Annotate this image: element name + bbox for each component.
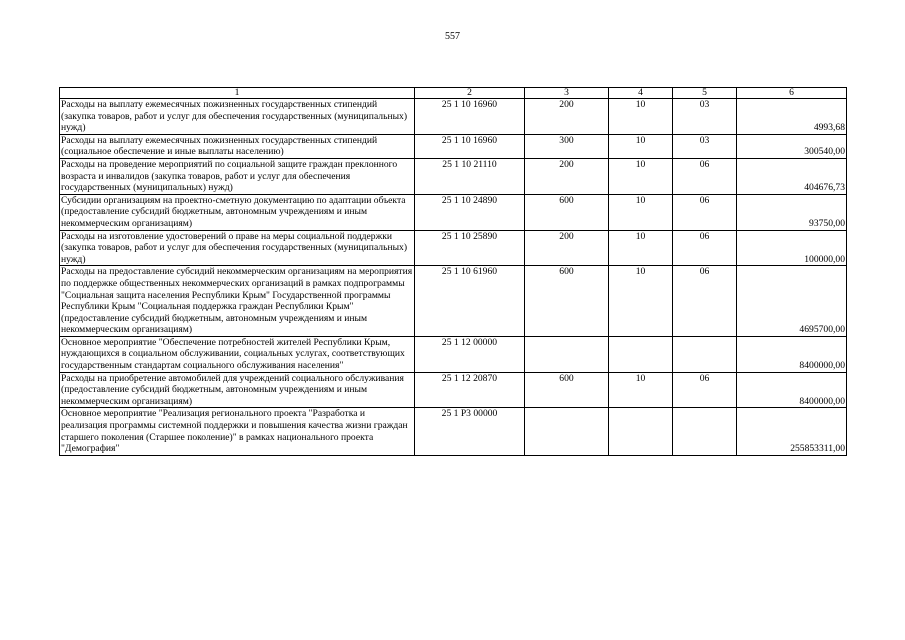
row-section: 10 — [609, 99, 673, 135]
row-subsection: 06 — [673, 266, 737, 337]
table-row — [60, 158, 847, 194]
row-description: Расходы на предоставление субсидий некоммерческим организациям на мероприятия по поддержке общественных некоммерческих организаций в рамках подпрограммы "Социальная защита населения Республики Крым" Государственной программы Республики Крым "Социальная поддержка граждан Республики Крым" (предоставление субсидий бюджетным, автономным учреждениям и иным некоммерческим организациям) — [60, 266, 415, 337]
page-number: 557 — [445, 31, 460, 42]
row-description: Субсидии организациям на проектно-сметную документацию по адаптации объекта (предоставление субсидий бюджетным, автономным учреждениям и иным некоммерческим организациям) — [60, 194, 415, 230]
row-subsection — [673, 336, 737, 372]
table-row — [60, 266, 847, 337]
row-type: 200 — [525, 158, 609, 194]
row-description: Расходы на выплату ежемесячных пожизненных государственных стипендий (социальное обеспечение и иные выплаты населению) — [60, 134, 415, 158]
row-section: 10 — [609, 230, 673, 266]
table-row — [60, 336, 847, 372]
row-type: 200 — [525, 230, 609, 266]
row-description: Основное мероприятие "Обеспечение потребностей жителей Республики Крым, нуждающихся в социальном обслуживании, социальных услугах, соответствующих государственным стандартам социального обслуживания населения" — [60, 336, 415, 372]
row-section: 10 — [609, 158, 673, 194]
header-col-5: 5 — [673, 88, 737, 99]
row-description: Расходы на приобретение автомобилей для учреждений социального обслуживания (предоставление субсидий бюджетным, автономным учреждениям и иным некоммерческим организациям) — [60, 372, 415, 408]
row-code: 25 1 10 25890 — [415, 230, 525, 266]
header-col-6: 6 — [737, 88, 847, 99]
row-code: 25 1 10 16960 — [415, 99, 525, 135]
row-code: 25 1 10 24890 — [415, 194, 525, 230]
row-amount: 255853311,00 — [737, 408, 847, 455]
table-header-row — [60, 88, 847, 99]
row-section: 10 — [609, 194, 673, 230]
row-code: 25 1 10 16960 — [415, 134, 525, 158]
table-row — [60, 194, 847, 230]
row-type — [525, 336, 609, 372]
row-amount: 100000,00 — [737, 230, 847, 266]
row-amount: 93750,00 — [737, 194, 847, 230]
row-subsection: 06 — [673, 230, 737, 266]
row-section — [609, 336, 673, 372]
header-col-1: 1 — [60, 88, 415, 99]
row-amount: 4695700,00 — [737, 266, 847, 337]
row-section — [609, 408, 673, 455]
row-subsection: 06 — [673, 194, 737, 230]
row-amount: 404676,73 — [737, 158, 847, 194]
row-subsection: 03 — [673, 134, 737, 158]
row-section: 10 — [609, 372, 673, 408]
row-amount: 4993,68 — [737, 99, 847, 135]
row-amount: 8400000,00 — [737, 372, 847, 408]
row-amount: 8400000,00 — [737, 336, 847, 372]
row-type: 600 — [525, 372, 609, 408]
row-section: 10 — [609, 266, 673, 337]
table-row — [60, 372, 847, 408]
budget-table — [59, 87, 847, 456]
table-row — [60, 230, 847, 266]
row-subsection: 06 — [673, 372, 737, 408]
row-subsection — [673, 408, 737, 455]
row-code: 25 1 12 20870 — [415, 372, 525, 408]
row-code: 25 1 P3 00000 — [415, 408, 525, 455]
row-description: Расходы на выплату ежемесячных пожизненных государственных стипендий (закупка товаров, работ и услуг для обеспечения государственных (муниципальных) нужд) — [60, 99, 415, 135]
header-col-4: 4 — [609, 88, 673, 99]
row-description: Расходы на проведение мероприятий по социальной защите граждан преклонного возраста и инвалидов (закупка товаров, работ и услуг для обеспечения государственных (муниципальных) нужд) — [60, 158, 415, 194]
table-row — [60, 134, 847, 158]
row-amount: 300540,00 — [737, 134, 847, 158]
row-description: Расходы на изготовление удостоверений о праве на меры социальной поддержки (закупка товаров, работ и услуг для обеспечения государственных (муниципальных) нужд) — [60, 230, 415, 266]
row-subsection: 03 — [673, 99, 737, 135]
row-type — [525, 408, 609, 455]
header-col-3: 3 — [525, 88, 609, 99]
row-code: 25 1 12 00000 — [415, 336, 525, 372]
table-row — [60, 99, 847, 135]
row-subsection: 06 — [673, 158, 737, 194]
row-section: 10 — [609, 134, 673, 158]
row-type: 300 — [525, 134, 609, 158]
row-type: 600 — [525, 266, 609, 337]
row-code: 25 1 10 61960 — [415, 266, 525, 337]
row-type: 200 — [525, 99, 609, 135]
row-description: Основное мероприятие "Реализация регионального проекта "Разработка и реализация программы системной поддержки и повышения качества жизни граждан старшего поколения (Старшее поколение)" в рамках национального проекта "Демография" — [60, 408, 415, 455]
row-code: 25 1 10 21110 — [415, 158, 525, 194]
row-type: 600 — [525, 194, 609, 230]
header-col-2: 2 — [415, 88, 525, 99]
table-row — [60, 408, 847, 455]
